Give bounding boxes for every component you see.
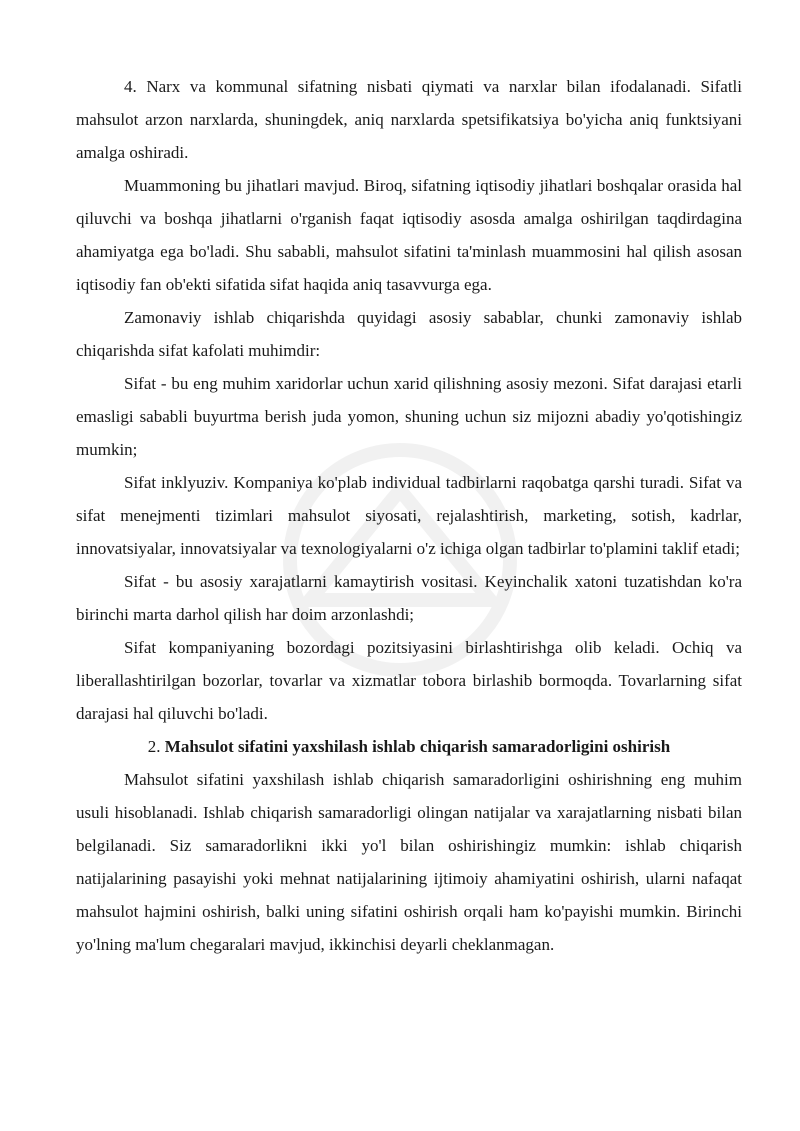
section-number: 2. (147, 737, 161, 756)
paragraph-sifat-inklyuziv: Sifat inklyuziv. Kompaniya ko'plab individual tadbirlarni raqobatga qarshi turadi. Sifat va sifat menejmenti tizimlari mahsulot siyosati, rejalashtirish, marketing, sotish, kadrlar, innovatsiyalar, innovatsiyalar va texnologiyalarni o'z ichiga olgan tadbirlar to'plamini taklif etadi; (76, 473, 742, 558)
paragraph-narx-kommunal: 4. Narx va kommunal sifatning nisbati qiymati va narxlar bilan ifodalanadi. Sifatli mahsulot arzon narxlarda, shuningdek, aniq narxlarda spetsifikatsiya bo'yicha aniq funktsiyani amalga oshiradi. (76, 77, 742, 162)
section-heading (76, 730, 742, 763)
paragraph-samaradorlik: Mahsulot sifatini yaxshilash ishlab chiqarish samaradorligini oshirishning eng muhim usuli hisoblanadi. Ishlab chiqarish samaradorligi olingan natijalar va xarajatlarning nisbati bilan belgilanadi. Siz samaradorlikni ikki yo'l bilan oshirishingiz mumkin: ishlab chiqarish natijalarining pasayishi yoki mehnat natijalarining ijtimoiy ahamiyatini oshirish, ularni nafaqat mahsulot hajmini oshirish, balki uning sifatini oshirish orqali ham ko'payishi mumkin. Birinchi yo'lning ma'lum chegaralari mavjud, ikkinchisi deyarli cheklanmagan. (76, 770, 742, 954)
section-title: Mahsulot sifatini yaxshilash ishlab chiqarish samaradorligini oshirish (164, 737, 671, 756)
paragraph-sifat-xarajatlar: Sifat - bu asosiy xarajatlarni kamaytirish vositasi. Keyinchalik xatoni tuzatishdan ko'ra birinchi marta darhol qilish har doim arzonlashdi; (76, 572, 742, 624)
paragraph-zamonaviy-ishlab: Zamonaviy ishlab chiqarishda quyidagi asosiy sabablar, chunki zamonaviy ishlab chiqarishda sifat kafolati muhimdir: (76, 308, 742, 360)
paragraph-muammoning-jihatlari: Muammoning bu jihatlari mavjud. Biroq, sifatning iqtisodiy jihatlari boshqalar orasida hal qiluvchi va boshqa jihatlarni o'rganish faqat iqtisodiy asosda amalga oshirilgan taqdirdagina ahamiyatga ega bo'ladi. Shu sababli, mahsulot sifatini ta'minlash muammosini hal qilish asosan iqtisodiy fan ob'ekti sifatida sifat haqida aniq tasavvurga ega. (76, 176, 742, 294)
document-body (76, 70, 742, 961)
paragraph-sifat-mezon: Sifat - bu eng muhim xaridorlar uchun xarid qilishning asosiy mezoni. Sifat darajasi etarli emasligi sababli buyurtma berish juda yomon, shuning uchun siz mijozni abadiy yo'qotishingiz mumkin; (76, 374, 742, 459)
paragraph-sifat-bozor: Sifat kompaniyaning bozordagi pozitsiyasini birlashtirishga olib keladi. Ochiq va liberallashtirilgan bozorlar, tovarlar va xizmatlar tobora birlashib bormoqda. Tovarlarning sifat darajasi hal qiluvchi bo'ladi. (76, 638, 742, 723)
